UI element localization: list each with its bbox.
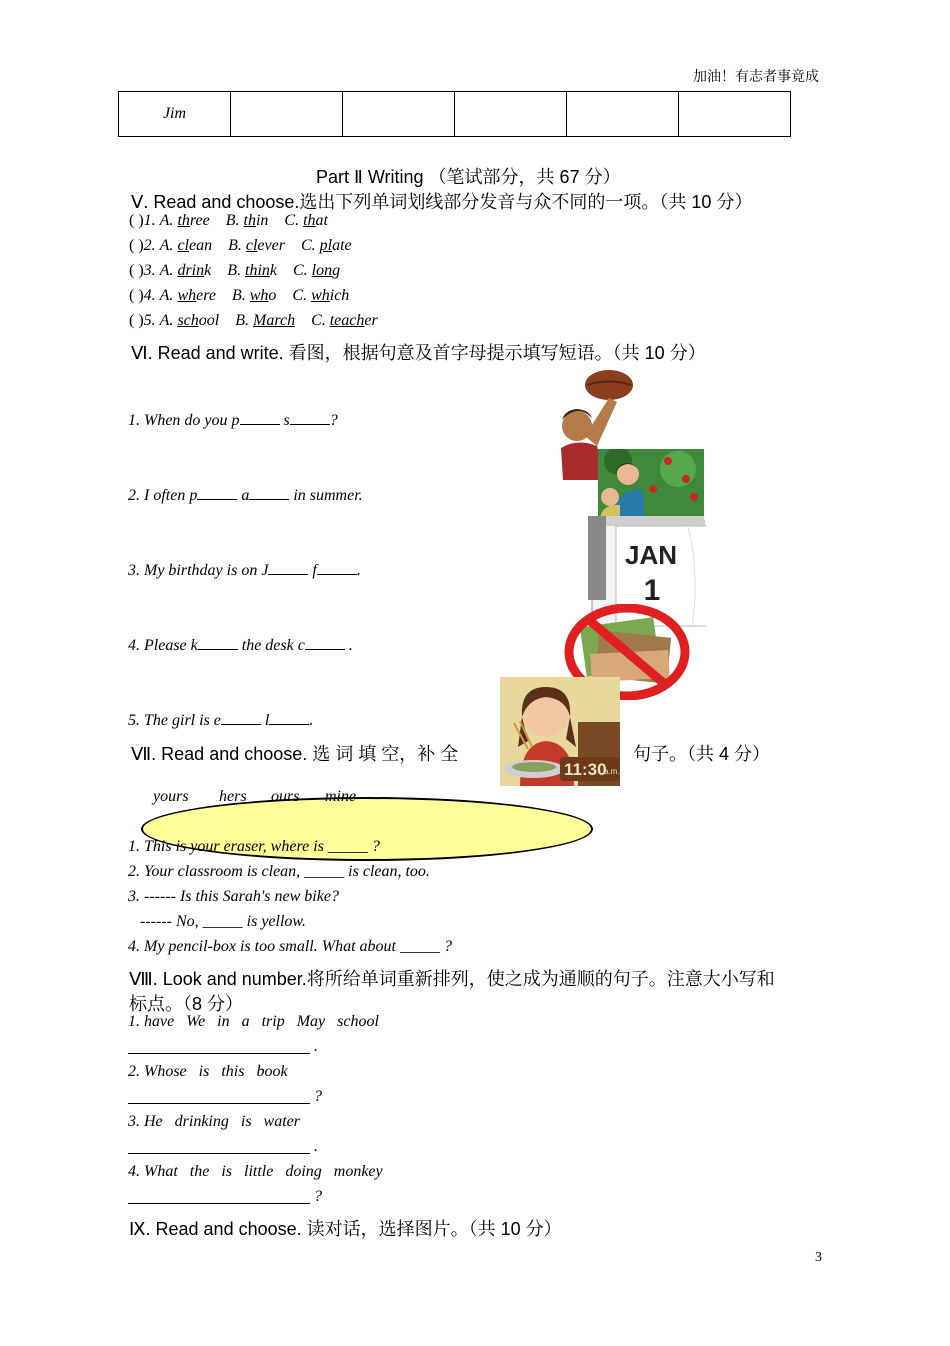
scrambled-words: 2. Whose is this book	[128, 1063, 288, 1080]
option-letter: A.	[159, 212, 178, 229]
option-letter: B.	[227, 262, 245, 279]
item-number: 3.	[143, 262, 156, 279]
underlined-part: th	[177, 212, 190, 229]
sentence-part: .	[344, 637, 353, 654]
list-item	[129, 287, 349, 305]
answer-paren: ( )	[129, 287, 144, 304]
list-item	[128, 562, 361, 580]
underlined-part: wh	[249, 287, 269, 304]
answer-paren: ( )	[129, 212, 144, 229]
underlined-part: cl	[177, 237, 189, 254]
scrambled-words: 3. He drinking is water	[128, 1113, 300, 1130]
girl-eating-lunch-picture	[500, 677, 620, 786]
underlined-part: th	[243, 212, 256, 229]
option-a	[160, 287, 216, 304]
calendar-month: JAN	[624, 540, 678, 570]
option-letter: C.	[300, 237, 320, 254]
answer-blank	[317, 573, 357, 575]
option-letter: C.	[311, 312, 330, 329]
sentence-part: a	[237, 487, 250, 504]
word-rest: k	[269, 262, 277, 279]
word-rest: ate	[332, 237, 352, 254]
underlined-part: lon	[311, 262, 333, 279]
option-b	[232, 287, 276, 304]
option-letter: B.	[225, 212, 244, 229]
answer-paren: ( )	[129, 262, 144, 279]
list-item	[128, 637, 353, 655]
section5-title: Ⅴ. Read and choose.选出下列单词划线部分发音与众不同的一项。（共 10 分）	[131, 192, 753, 212]
answer-blank	[249, 498, 289, 500]
option-a	[160, 312, 220, 329]
empty-cell	[567, 92, 679, 137]
answer-blank	[269, 723, 309, 725]
word-bank-word: yours	[153, 788, 189, 805]
answer-line	[128, 1053, 310, 1054]
word-rest: ere	[196, 287, 216, 304]
list-item: 2. Your classroom is clean, _____ is clean, too.	[128, 863, 430, 880]
underlined-part: cl	[245, 237, 258, 254]
word-rest: ree	[189, 212, 210, 229]
word-rest: ool	[198, 312, 220, 329]
word-bank-word: hers	[219, 788, 247, 805]
list-item: 1. This is your eraser, where is _____ ?	[128, 838, 380, 855]
underlined-part: th	[303, 212, 316, 229]
sentence-part: .	[356, 562, 361, 579]
empty-cell	[679, 92, 791, 137]
word-rest: o	[268, 287, 277, 304]
option-c	[292, 287, 349, 304]
underlined-part: thin	[245, 262, 270, 279]
empty-cell	[231, 92, 343, 137]
option-c	[293, 262, 340, 279]
list-item	[129, 262, 340, 280]
option-a	[160, 237, 212, 254]
header-motto: 加油！有志者事竟成	[693, 69, 819, 85]
list-item	[129, 312, 378, 330]
underlined-part: sch	[177, 312, 199, 329]
option-a	[160, 212, 210, 229]
sentence-part: .	[309, 712, 314, 729]
section8-title-line2: 标点。（8 分）	[129, 994, 244, 1014]
scrambled-words: 1. have We in a trip May school	[128, 1013, 379, 1030]
list-item: 4. My pencil-box is too small. What about _____ ?	[128, 938, 452, 955]
word-rest: ever	[257, 237, 285, 254]
option-letter: A.	[159, 312, 178, 329]
option-c	[301, 237, 352, 254]
answer-blank	[268, 573, 308, 575]
answer-paren: ( )	[129, 237, 144, 254]
list-item: ------ No, _____ is yellow.	[128, 913, 306, 930]
answer-blank	[305, 648, 345, 650]
option-c	[311, 312, 378, 329]
option-b	[227, 262, 277, 279]
part-title: Part Ⅱ Writing （笔试部分，共 67 分）	[316, 167, 621, 187]
option-b	[226, 212, 269, 229]
scrambled-words: 4. What the is little doing monkey	[128, 1163, 383, 1180]
word-rest: ich	[329, 287, 350, 304]
list-item	[128, 412, 338, 430]
option-letter: C.	[293, 262, 312, 279]
empty-cell	[455, 92, 567, 137]
list-item	[129, 237, 352, 255]
answer-line	[128, 1153, 310, 1154]
calendar-day: 1	[643, 574, 661, 607]
score-table	[118, 91, 791, 137]
sentence-part: f	[308, 562, 317, 579]
answer-blank	[290, 423, 330, 425]
answer-blank	[240, 423, 280, 425]
end-punctuation: .	[314, 1138, 318, 1155]
row-label-cell: Jim	[119, 92, 231, 137]
sentence-part: s	[279, 412, 290, 429]
empty-cell	[343, 92, 455, 137]
item-number: 4.	[143, 287, 156, 304]
list-item	[129, 212, 328, 230]
sentence-part: 2. I often p	[128, 487, 198, 504]
option-letter: A.	[159, 237, 178, 254]
answer-blank	[198, 648, 238, 650]
option-letter: B.	[235, 312, 253, 329]
sentence-part: the desk c	[237, 637, 305, 654]
option-letter: C.	[284, 212, 304, 229]
sentence-part: l	[260, 712, 270, 729]
option-c	[284, 212, 328, 229]
sentence-part: 5. The girl is e	[128, 712, 221, 729]
word-rest: g	[332, 262, 341, 279]
answer-blank	[221, 723, 261, 725]
table-row	[119, 92, 791, 137]
option-letter: C.	[292, 287, 312, 304]
underlined-part: pl	[319, 237, 333, 254]
section6-title: Ⅵ. Read and write. 看图，根据句意及首字母提示填写短语。（共 10 分）	[131, 343, 706, 363]
answer-line	[128, 1103, 310, 1104]
apple-picking-picture	[598, 449, 704, 518]
clock-suffix: a.m.	[604, 767, 620, 776]
sentence-part: in summer.	[289, 487, 363, 504]
sentence-part: ?	[329, 412, 338, 429]
underlined-part: drin	[177, 262, 205, 279]
clock-time: 11:30	[564, 760, 607, 779]
page-number: 3	[815, 1250, 822, 1265]
underlined-part: wh	[177, 287, 197, 304]
item-number: 2.	[143, 237, 156, 254]
word-rest: er	[364, 312, 378, 329]
option-letter: A.	[159, 262, 178, 279]
list-item: 3. ------ Is this Sarah's new bike?	[128, 888, 339, 905]
item-number: 5.	[143, 312, 156, 329]
end-punctuation: ?	[314, 1188, 322, 1205]
word-rest: k	[204, 262, 212, 279]
underlined-part: wh	[311, 287, 330, 304]
word-rest: at	[315, 212, 328, 229]
underlined-part: March	[253, 312, 296, 329]
word-bank-word: ours	[271, 788, 300, 805]
option-a	[160, 262, 212, 279]
option-b	[228, 237, 285, 254]
option-b	[235, 312, 295, 329]
option-letter: B.	[228, 237, 246, 254]
sentence-part: 3. My birthday is on J	[128, 562, 269, 579]
underlined-part: teach	[329, 312, 365, 329]
list-item	[128, 712, 313, 730]
option-letter: B.	[231, 287, 250, 304]
section9-title: Ⅸ. Read and choose. 读对话，选择图片。（共 10 分）	[129, 1219, 562, 1239]
list-item	[128, 487, 363, 505]
answer-line	[128, 1203, 310, 1204]
option-letter: A.	[159, 287, 178, 304]
section8-title-line1: Ⅷ. Look and number.将所给单词重新排列，使之成为通顺的句子。注意大小写和	[129, 969, 775, 989]
end-punctuation: ?	[314, 1088, 322, 1105]
sentence-part: 4. Please k	[128, 637, 198, 654]
section7-title-right: 句子。（共 4 分）	[633, 744, 771, 764]
answer-blank	[197, 498, 237, 500]
word-rest: ean	[188, 237, 213, 254]
word-rest: in	[255, 212, 269, 229]
section7-title-left: Ⅶ. Read and choose. 选 词 填 空，补 全	[131, 744, 459, 764]
answer-paren: ( )	[129, 312, 144, 329]
end-punctuation: .	[314, 1038, 318, 1055]
word-bank-word: mine	[325, 788, 357, 805]
sentence-part: 1. When do you p	[128, 412, 240, 429]
item-number: 1.	[143, 212, 156, 229]
